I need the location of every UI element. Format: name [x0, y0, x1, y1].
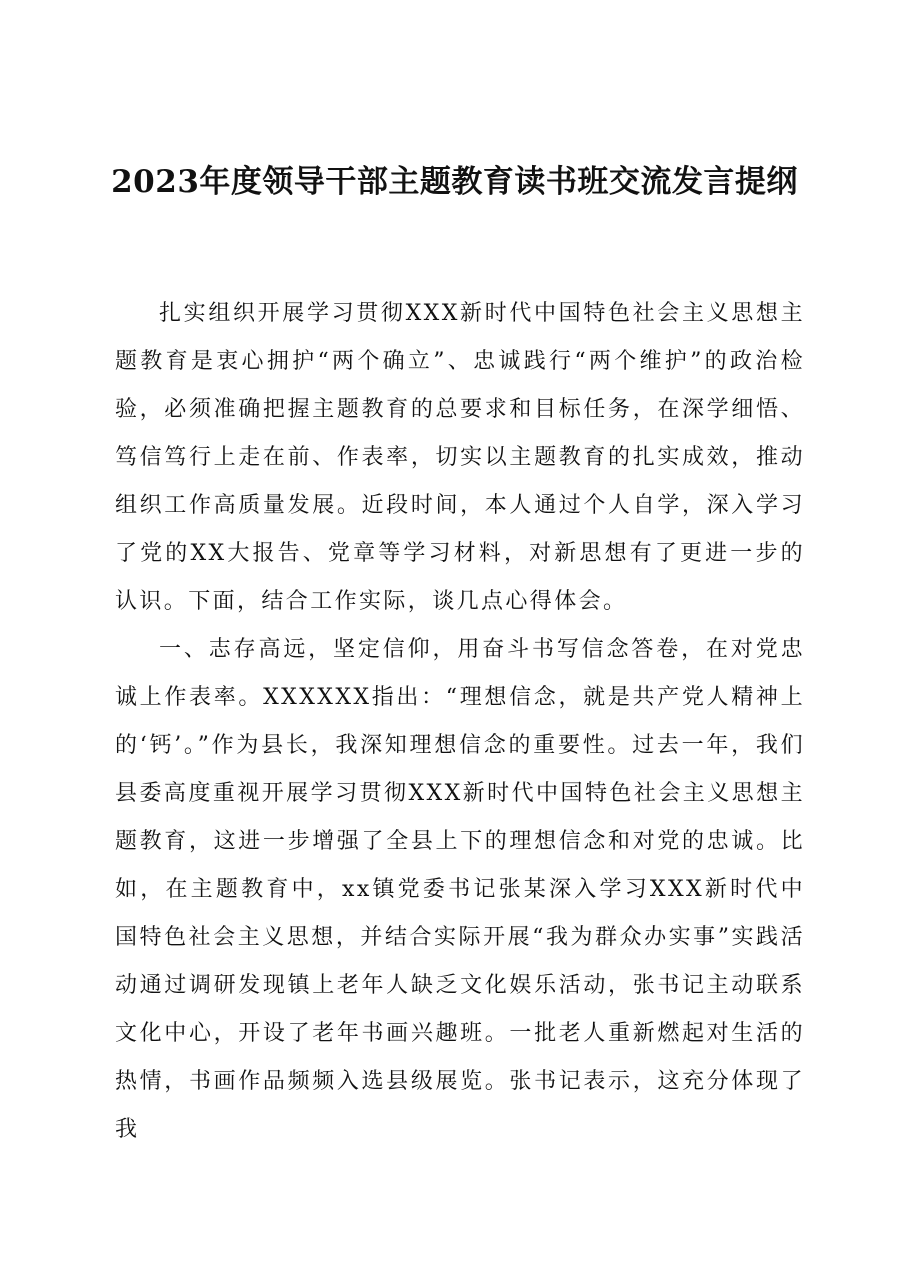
paragraph-intro: 扎实组织开展学习贯彻XXX新时代中国特色社会主义思想主题教育是衷心拥护“两个确立”、忠诚践行“两个维护”的政治检验，必须准确把握主题教育的总要求和目标任务，在深学细悟、笃信笃行上走在前、作表率，切实以主题教育的扎实成效，推动组织工作高质量发展。近段时间，本人通过个人自学，深入学习了党的XX大报告、党章等学习材料，对新思想有了更进一步的认识。下面，结合工作实际，谈几点心得体会。 [115, 301, 805, 614]
document-title: 2023年度领导干部主题教育读书班交流发言提纲 [111, 164, 798, 200]
document-body [115, 290, 805, 1154]
paragraph-section-one: 一、志存高远，坚定信仰，用奋斗书写信念答卷，在对党忠诚上作表率。XXXXXX指出：“理想信念，就是共产党人精神上的‘钙’。”作为县长，我深知理想信念的重要性。过去一年，我们县委高度重视开展学习贯彻XXX新时代中国特色社会主义思想主题教育，这进一步增强了全县上下的理想信念和对党的忠诚。比如，在主题教育中，xx镇党委书记张某深入学习XXX新时代中国特色社会主义思想，并结合实际开展“我为群众办实事”实践活动通过调研发现镇上老年人缺乏文化娱乐活动，张书记主动联系文化中心，开设了老年书画兴趣班。一批老人重新燃起对生活的热情，书画作品频频入选县级展览。张书记表示，这充分体现了我 [115, 637, 805, 1142]
